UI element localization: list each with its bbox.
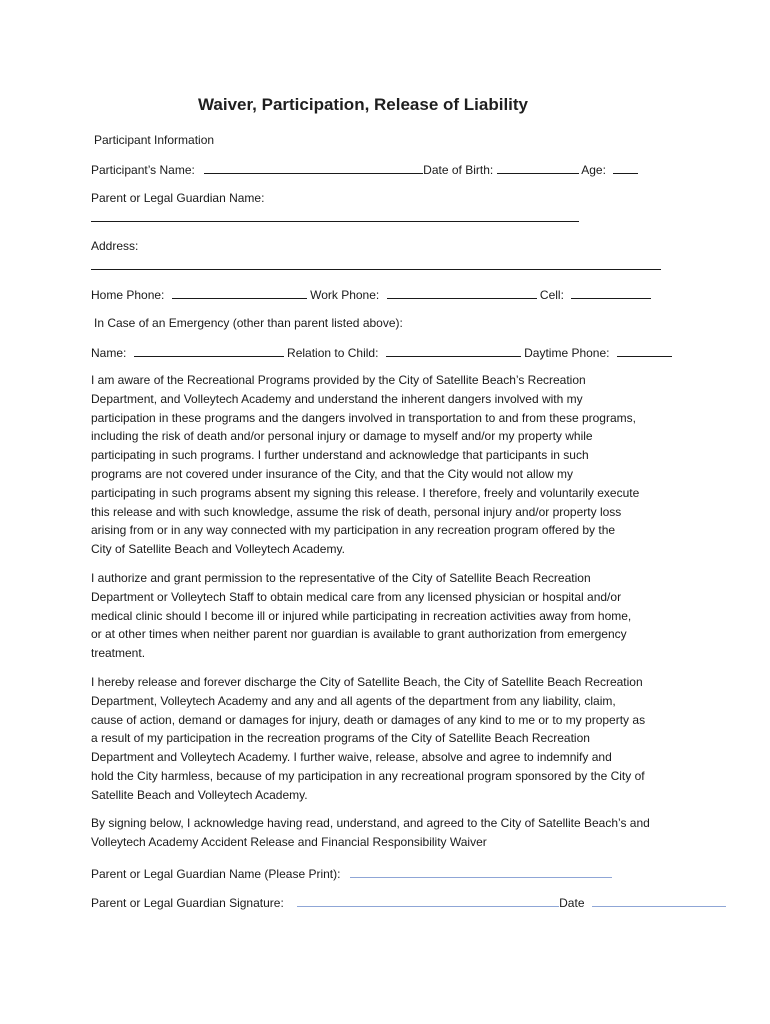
address-row bbox=[91, 258, 661, 274]
guardian-print-label: Parent or Legal Guardian Name (Please Print): bbox=[91, 867, 341, 881]
paragraph-medical-authorization: I authorize and grant permission to the representative of the City of Satellite Beach Recreation Department or Volleytech Staff to obtain medical care from any licensed physician or hospital and/or medical clinic should I become ill or injured while participating in recreation activities away from home, or at other times when neither parent nor guardian is available to grant authorization from emergency treatment. bbox=[91, 571, 632, 661]
paragraph-release: I hereby release and forever discharge the City of Satellite Beach, the City of Satellite Beach Recreation Department, Volleytech Academy and any and all agents of the department from any liability, claim, cause of action, demand or damages for injury, death or damages of any kind to me or to my property as a result of my participation in the recreation programs of the City of Satellite Beach Recreation Department and Volleytech Academy. I further waive, release, absolve and agree to indemnify and hold the City harmless, because of my participation in any recreational program sponsored by the City of Satellite Beach and Volleytech Academy. bbox=[91, 675, 646, 802]
guardian-print-row bbox=[91, 866, 612, 882]
address-label: Address: bbox=[91, 239, 139, 253]
emergency-heading: In Case of an Emergency (other than parent listed above): bbox=[94, 316, 403, 330]
cell-field[interactable] bbox=[571, 287, 651, 299]
participant-info-heading: Participant Information bbox=[94, 133, 215, 147]
guardian-print-field[interactable] bbox=[350, 866, 612, 878]
emergency-name-field[interactable] bbox=[134, 345, 284, 357]
guardian-signature-field[interactable] bbox=[297, 895, 559, 907]
age-field[interactable] bbox=[613, 162, 638, 174]
cell-label: Cell: bbox=[539, 288, 564, 302]
emergency-name-label: Name: bbox=[91, 346, 127, 360]
daytime-phone-label: Daytime Phone: bbox=[524, 346, 610, 360]
document-title: Waiver, Participation, Release of Liability bbox=[197, 95, 529, 114]
dob-field[interactable] bbox=[497, 162, 579, 174]
address-field[interactable] bbox=[91, 258, 661, 270]
guardian-name-row bbox=[91, 210, 579, 226]
dob-label: Date of Birth: bbox=[423, 163, 494, 177]
signature-row bbox=[91, 895, 726, 911]
relation-field[interactable] bbox=[386, 345, 521, 357]
work-phone-field[interactable] bbox=[387, 287, 537, 299]
phone-row bbox=[91, 287, 651, 303]
emergency-row bbox=[91, 345, 672, 361]
date-field[interactable] bbox=[592, 895, 726, 907]
paragraph-acknowledgement: By signing below, I acknowledge having read, understand, and agreed to the City of Satellite Beach’s and Volleytech Academy Accident Release and Financial Responsibility Waiver bbox=[91, 816, 650, 849]
daytime-phone-field[interactable] bbox=[617, 345, 672, 357]
guardian-name-label: Parent or Legal Guardian Name: bbox=[91, 191, 265, 205]
home-phone-label: Home Phone: bbox=[91, 288, 165, 302]
home-phone-field[interactable] bbox=[172, 287, 307, 299]
participant-name-label: Participant’s Name: bbox=[91, 163, 195, 177]
age-label: Age: bbox=[581, 163, 606, 177]
work-phone-label: Work Phone: bbox=[310, 288, 380, 302]
participant-name-field[interactable] bbox=[204, 162, 423, 174]
guardian-signature-label: Parent or Legal Guardian Signature: bbox=[91, 896, 284, 910]
participant-row bbox=[91, 162, 638, 178]
paragraph-awareness: I am aware of the Recreational Programs provided by the City of Satellite Beach’s Recreation Department, and Volleytech Academy and understand the inherent dangers involved with my participation in these programs and the dangers involved in transportation to and from these programs, including the risk of death and/or personal injury or damage to myself and/or my property while participating in such programs. I further understand and acknowledge that participants in such programs are not covered under insurance of the City, and that the City would not allow my participating in such programs absent my signing this release. I therefore, freely and voluntarily execute this release and with such knowledge, assume the risk of death, personal injury and/or property loss arising from or in any way connected with my participation in any recreation program offered by the City of Satellite Beach and Volleytech Academy. bbox=[91, 373, 640, 557]
guardian-name-field[interactable] bbox=[91, 210, 579, 222]
relation-label: Relation to Child: bbox=[287, 346, 379, 360]
date-label: Date bbox=[559, 896, 585, 910]
